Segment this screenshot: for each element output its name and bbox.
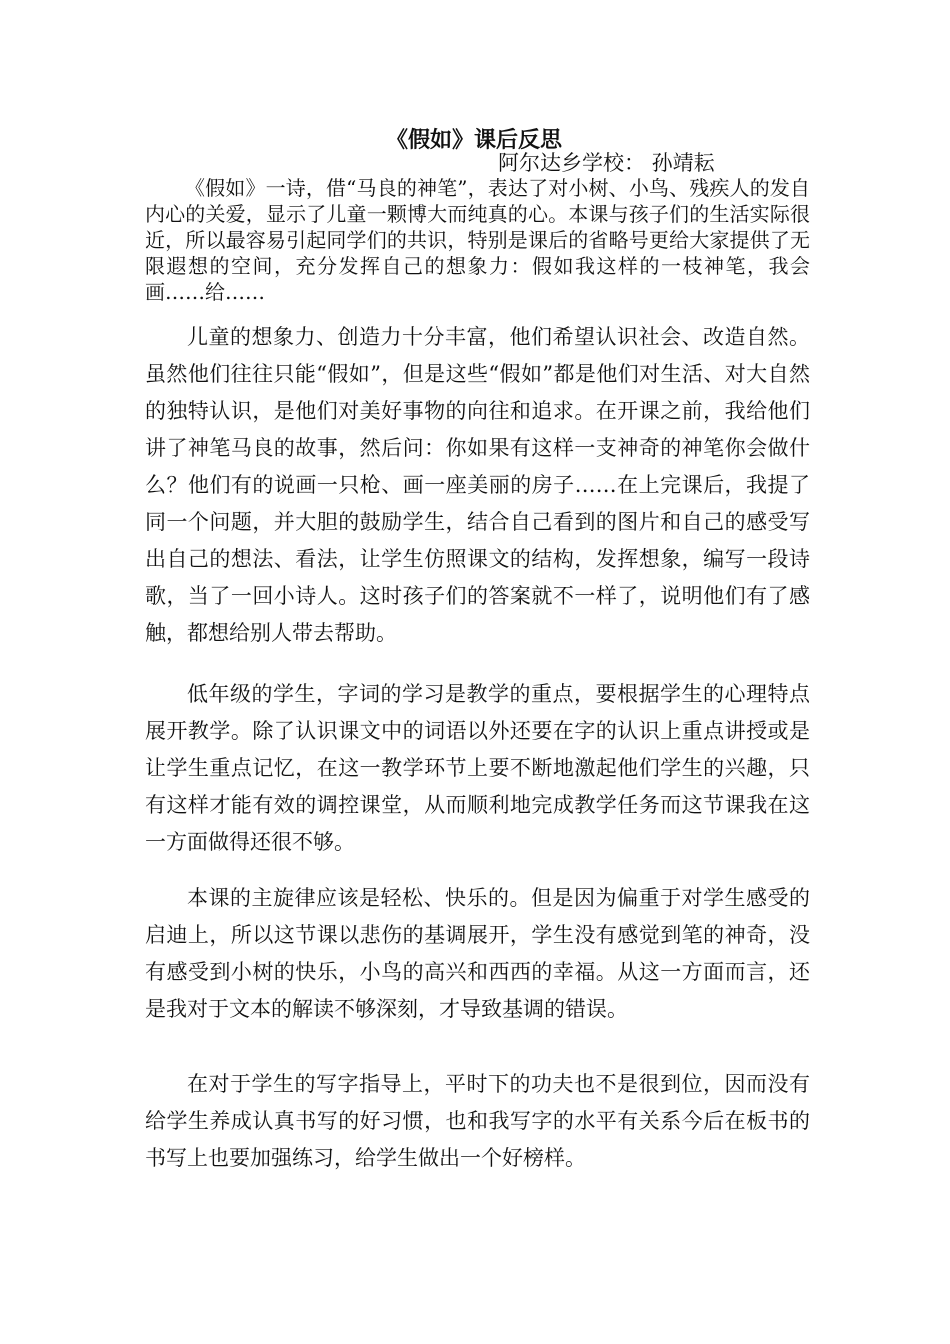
paragraph-2: 儿童的想象力、创造力十分丰富，他们希望认识社会、改造自然。虽然他们往往只能“假如”，但是这些“假如”都是他们对生活、对大自然的独特认识，是他们对美好事物的向往和追求。在开课之前，我给他们讲了神笔马良的故事，然后问：你如果有这样一支神奇的神笔你会做什么？他们有的说画一只枪、画一座美丽的房子……在上完课后，我提了同一个问题，并大胆的鼓励学生，结合自己看到的图片和自己的感受写出自己的想法、看法，让学生仿照课文的结构，发挥想象，编写一段诗歌，当了一回小诗人。这时孩子们的答案就不一样了，说明他们有了感触，都想给别人带去帮助。 <box>145 325 810 645</box>
document-title: 《假如》课后反思 <box>386 127 563 153</box>
author-line: 阿尔达乡学校： 孙靖耘 <box>498 151 715 175</box>
paragraph-1: 《假如》一诗，借“马良的神笔”，表达了对小树、小鸟、残疾人的发自内心的关爱，显示了儿童一颗博大而纯真的心。本课与孩子们的生活实际很近，所以最容易引起同学们的共识，特别是课后的省略号更给大家提供了无限遐想的空间，充分发挥自己的想象力：假如我这样的一枝神笔，我会画……给…… <box>145 176 810 304</box>
paragraph-3: 低年级的学生，字词的学习是教学的重点，要根据学生的心理特点展开教学。除了认识课文中的词语以外还要在字的认识上重点讲授或是让学生重点记忆，在这一教学环节上要不断地激起他们学生的兴趣，只有这样才能有效的调控课堂，从而顺利地完成教学任务而这节课我在这一方面做得还很不够。 <box>145 682 810 854</box>
paragraph-5: 在对于学生的写字指导上，平时下的功夫也不是很到位，因而没有给学生养成认真书写的好习惯，也和我写字的水平有关系今后在板书的书写上也要加强练习，给学生做出一个好榜样。 <box>145 1072 810 1170</box>
paragraph-4: 本课的主旋律应该是轻松、快乐的。但是因为偏重于对学生感受的启迪上，所以这节课以悲伤的基调展开，学生没有感觉到笔的神奇，没有感受到小树的快乐，小鸟的高兴和西西的幸福。从这一方面而言，还是我对于文本的解读不够深刻，才导致基调的错误。 <box>145 886 810 1021</box>
